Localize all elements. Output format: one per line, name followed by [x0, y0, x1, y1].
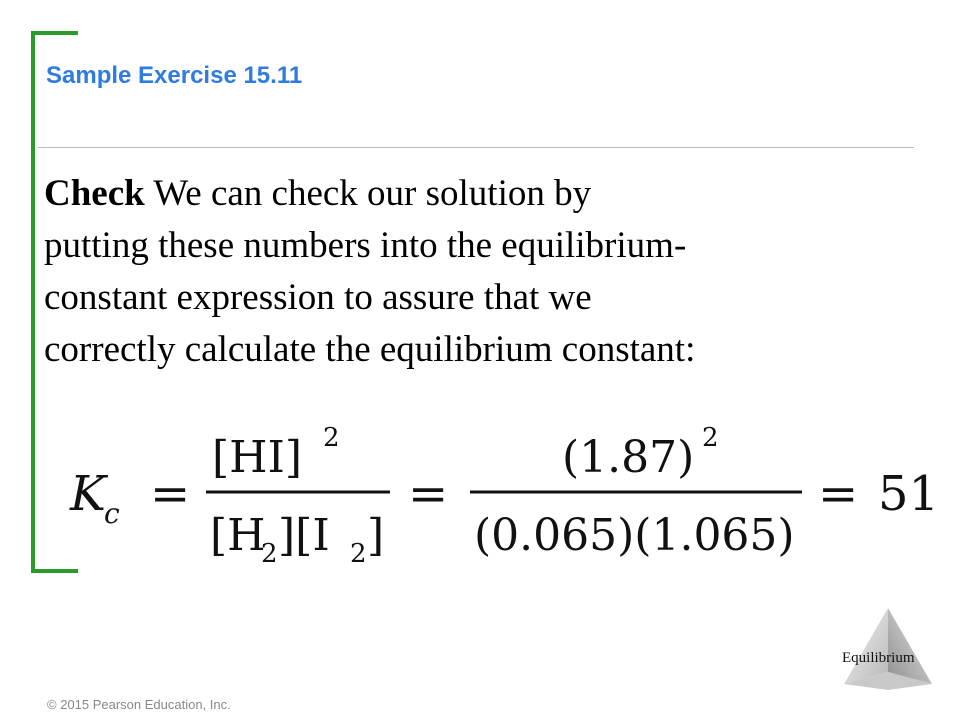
eq-frac1-denominator-a: [H: [210, 510, 266, 561]
eq-frac2-numerator-exponent: 2: [702, 423, 719, 453]
eq-frac1-denominator-c: ]: [367, 510, 385, 561]
eq-k-symbol: K: [70, 466, 106, 522]
eq-equals-2: =: [408, 466, 449, 522]
eq-frac1-denominator-b-sub: 2: [350, 539, 367, 569]
eq-result: 51: [878, 466, 940, 522]
eq-frac1-denominator-a-sub: 2: [261, 539, 278, 569]
eq-frac1-denominator-b: ][I: [278, 510, 330, 561]
slide-bracket-top: [31, 31, 78, 35]
eq-k-subscript: c: [104, 497, 120, 530]
logo-caption: Equilibrium: [842, 650, 915, 666]
equilibrium-equation: [60, 410, 940, 580]
body-text: We can check our solution by putting these numbers into the equilibrium-constant expression to assure that we correctly calculate the equilibrium constant:: [44, 173, 696, 370]
copyright-notice: © 2015 Pearson Education, Inc.: [47, 697, 231, 712]
slide-bracket-vertical: [31, 31, 35, 573]
pyramid-logo-icon: [838, 604, 940, 694]
title-divider: [38, 147, 914, 148]
check-label: Check: [44, 173, 145, 214]
body-paragraph: [44, 168, 704, 376]
eq-frac1-numerator: [HI]: [212, 432, 303, 483]
eq-equals-1: =: [150, 466, 191, 522]
eq-frac2-numerator: (1.87): [562, 432, 695, 483]
eq-equals-3: =: [818, 466, 859, 522]
eq-frac1-numerator-exponent: 2: [323, 423, 340, 453]
slide-title: Sample Exercise 15.11: [46, 62, 303, 89]
eq-frac2-denominator: (0.065)(1.065): [474, 510, 795, 561]
